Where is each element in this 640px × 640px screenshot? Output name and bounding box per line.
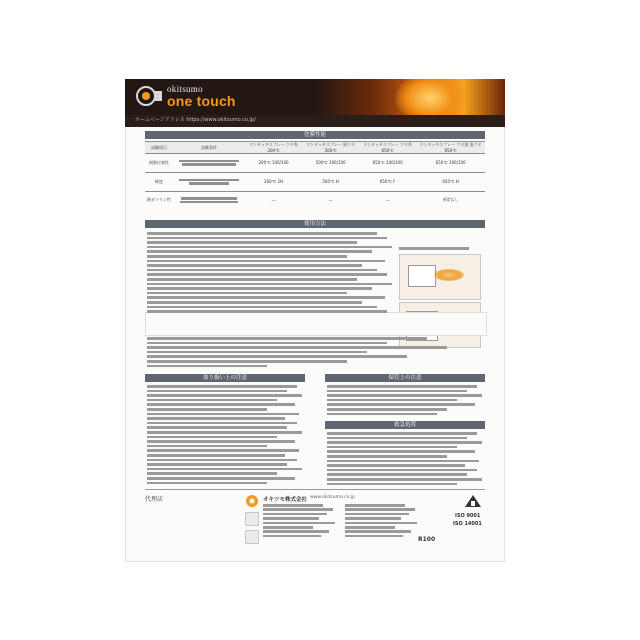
dealer-label: 代理店 bbox=[145, 496, 164, 503]
footer bbox=[145, 489, 485, 552]
table-cell: 耐ガソリン性 bbox=[145, 191, 173, 209]
text-line bbox=[327, 394, 482, 397]
text-line bbox=[327, 437, 467, 440]
text-line bbox=[147, 445, 267, 448]
text-line bbox=[327, 385, 477, 388]
table-header-cell: ワンタッチスプレー ツヤ有 650℃ bbox=[359, 142, 416, 154]
text-line bbox=[147, 232, 377, 235]
company-logo-icon bbox=[245, 494, 259, 508]
text-line bbox=[147, 413, 299, 416]
table-cell: 650℃ F bbox=[359, 172, 416, 191]
text-line bbox=[327, 432, 477, 435]
table-cell-condition bbox=[173, 172, 245, 191]
text-line bbox=[147, 255, 347, 258]
text-line bbox=[147, 301, 362, 304]
text-line bbox=[327, 464, 465, 467]
table-cell: 650℃ H bbox=[416, 172, 485, 191]
text-line bbox=[147, 296, 385, 299]
text-line bbox=[147, 399, 277, 402]
text-line bbox=[147, 241, 357, 244]
spec-table bbox=[145, 141, 485, 209]
table-cell-condition bbox=[173, 191, 245, 209]
text-line bbox=[345, 508, 415, 511]
text-line bbox=[327, 455, 447, 458]
okitsumo-logo-icon bbox=[135, 85, 163, 107]
text-line bbox=[345, 504, 405, 507]
text-line bbox=[345, 535, 403, 538]
table-row bbox=[145, 172, 485, 191]
table-cell: 200℃ 2H bbox=[245, 172, 302, 191]
text-line bbox=[147, 337, 427, 340]
text-line bbox=[345, 530, 411, 533]
section-bar-spec bbox=[145, 131, 485, 139]
table-row bbox=[145, 154, 485, 173]
diagram-caption bbox=[399, 247, 469, 250]
text-line bbox=[327, 478, 482, 481]
text-line bbox=[147, 355, 407, 358]
text-line bbox=[147, 422, 297, 425]
text-line bbox=[327, 441, 482, 444]
text-line bbox=[345, 513, 409, 516]
text-line bbox=[147, 278, 357, 281]
text-line bbox=[263, 513, 327, 516]
text-line bbox=[147, 436, 277, 439]
text-line bbox=[147, 237, 387, 240]
text-line bbox=[327, 403, 475, 406]
text-line bbox=[147, 250, 372, 253]
iso-14001-badge: ISO 14001 bbox=[453, 521, 482, 527]
text-line bbox=[327, 483, 457, 486]
section-title-emergency: 救急処置 bbox=[393, 422, 416, 428]
text-line bbox=[147, 408, 267, 411]
text-line bbox=[147, 468, 302, 471]
table-cell: 500℃ 100/100 bbox=[302, 154, 359, 173]
text-line bbox=[263, 504, 323, 507]
text-line bbox=[345, 517, 401, 520]
text-line bbox=[345, 522, 417, 525]
section-title-handling: 取り扱い上の注意 bbox=[202, 375, 247, 381]
text-line bbox=[147, 269, 377, 272]
certification-mark-icon bbox=[463, 493, 483, 509]
table-cell: 500℃ H bbox=[302, 172, 359, 191]
company-name: オキツモ株式会社 bbox=[263, 497, 308, 503]
text-line bbox=[327, 460, 479, 463]
table-cell: 異常なし bbox=[416, 191, 485, 209]
text-line bbox=[147, 417, 285, 420]
text-line bbox=[327, 390, 467, 393]
leaflet-sheet bbox=[125, 79, 505, 562]
text-line bbox=[147, 346, 447, 349]
text-line bbox=[147, 403, 295, 406]
spray-photo-1 bbox=[399, 254, 481, 300]
table-header-cell: 試験条件 bbox=[173, 142, 245, 154]
header-banner bbox=[125, 79, 505, 115]
text-line bbox=[147, 454, 285, 457]
text-line bbox=[147, 260, 385, 263]
text-line bbox=[327, 469, 477, 472]
text-line bbox=[147, 365, 267, 368]
text-line bbox=[147, 385, 297, 388]
approval-mark-icon bbox=[245, 512, 259, 526]
text-line bbox=[147, 459, 297, 462]
section-bar-handling bbox=[145, 374, 305, 382]
section-title-spec: 塗膜性能 bbox=[303, 132, 326, 138]
text-line bbox=[327, 446, 457, 449]
text-line bbox=[147, 390, 287, 393]
text-line bbox=[263, 526, 313, 529]
text-line bbox=[147, 360, 347, 363]
flame-glow bbox=[395, 79, 465, 115]
text-line bbox=[263, 530, 329, 533]
text-line bbox=[147, 273, 387, 276]
text-line bbox=[327, 450, 475, 453]
table-cell: 硬度 bbox=[145, 172, 173, 191]
text-line bbox=[147, 351, 367, 354]
table-header-cell: ワンタッチスプレー 黒ツヤ 500℃ bbox=[302, 142, 359, 154]
text-line bbox=[147, 426, 287, 429]
text-line bbox=[147, 477, 295, 480]
text-line bbox=[327, 408, 447, 411]
table-cell: 200℃ 100/100 bbox=[245, 154, 302, 173]
table-header-cell: ワンタッチスプレー ツヤ消 黒ツヤ 650℃ bbox=[416, 142, 485, 154]
text-line bbox=[263, 522, 335, 525]
text-line bbox=[263, 508, 333, 511]
text-line bbox=[147, 292, 347, 295]
product-name: one touch bbox=[167, 93, 236, 109]
table-header-cell: ワンタッチスプレー ツヤ有 200℃ bbox=[245, 142, 302, 154]
section-bar-usage bbox=[145, 220, 485, 228]
table-cell: 650℃ 100/100 bbox=[359, 154, 416, 173]
text-line bbox=[327, 413, 437, 416]
text-line bbox=[345, 526, 395, 529]
section-bar-storage bbox=[325, 374, 485, 382]
text-line bbox=[147, 482, 267, 485]
text-line bbox=[147, 306, 377, 309]
recycle-mark-icon bbox=[245, 530, 259, 544]
homepage-url: ホームページアドレス https://www.okitsumo.co.jp/ bbox=[135, 117, 256, 123]
table-cell: — bbox=[302, 191, 359, 209]
text-line bbox=[147, 310, 387, 313]
text-line bbox=[147, 463, 287, 466]
text-line bbox=[147, 394, 302, 397]
section-bar-emergency bbox=[325, 421, 485, 429]
text-line bbox=[147, 246, 392, 249]
text-line bbox=[327, 399, 457, 402]
text-line bbox=[147, 342, 387, 345]
text-line bbox=[147, 472, 277, 475]
table-cell: 650℃ 100/100 bbox=[416, 154, 485, 173]
iso-9001-badge: ISO 9001 bbox=[455, 513, 481, 519]
table-cell: — bbox=[359, 191, 416, 209]
text-line bbox=[263, 535, 321, 538]
section-title-usage: 使用方法 bbox=[303, 221, 326, 227]
text-line bbox=[147, 449, 299, 452]
text-line bbox=[147, 287, 372, 290]
text-line bbox=[147, 264, 362, 267]
table-cell-condition bbox=[173, 154, 245, 173]
recycle-r100-mark: R100 bbox=[418, 536, 436, 543]
text-line bbox=[327, 473, 467, 476]
text-line bbox=[147, 440, 295, 443]
table-header-cell: 試験項目 bbox=[145, 142, 173, 154]
text-line bbox=[147, 431, 302, 434]
company-url: www.okitsumo.co.jp bbox=[310, 495, 355, 500]
spray-diagram bbox=[395, 244, 481, 362]
text-line bbox=[147, 283, 392, 286]
note-box bbox=[145, 312, 487, 336]
table-header-row bbox=[145, 142, 485, 154]
table-cell: — bbox=[245, 191, 302, 209]
section-title-storage: 保管上の注意 bbox=[388, 375, 422, 381]
table-cell: 耐熱付着性 bbox=[145, 154, 173, 173]
brand-name: okitsumo bbox=[167, 84, 203, 94]
text-line bbox=[263, 517, 319, 520]
table-row bbox=[145, 191, 485, 209]
